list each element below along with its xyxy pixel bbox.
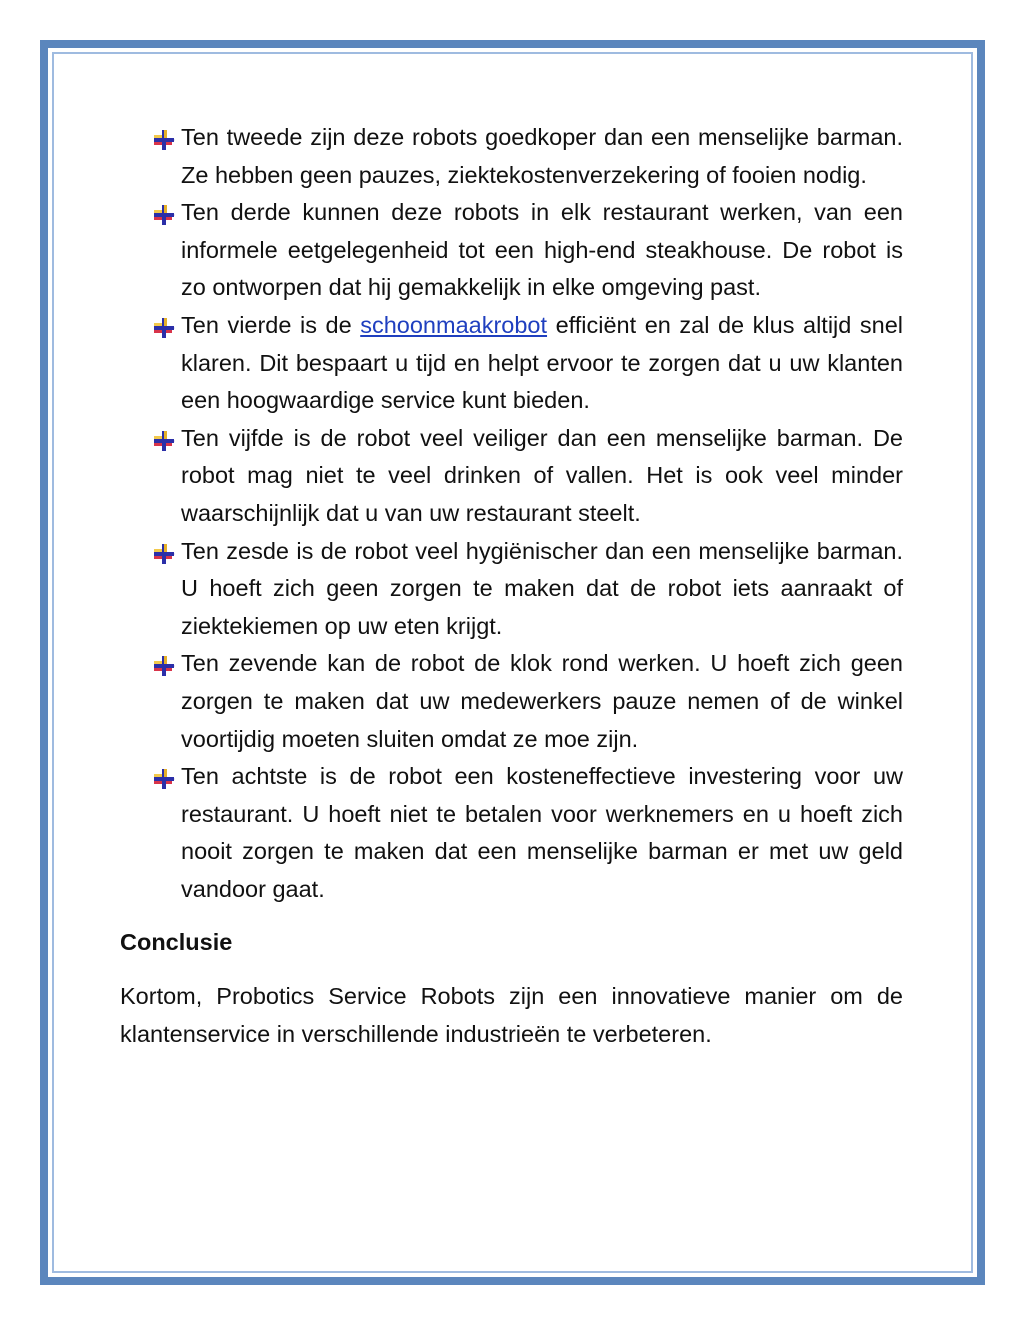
arrow-bullet-icon (153, 200, 177, 222)
list-item (120, 307, 903, 420)
list-item-text: Ten zesde is de robot veel hygiënischer dan een menselijke barman. U hoeft zich geen zorgen te maken dat de robot iets aanraakt of ziektekiemen op uw eten krijgt. (181, 537, 903, 639)
arrow-bullet-icon (153, 426, 177, 448)
list-item (120, 194, 903, 307)
conclusion-paragraph: Kortom, Probotics Service Robots zijn een innovatieve manier om de klantenservice in verschillende industrieën te verbeteren. (120, 983, 903, 1047)
arrow-bullet-icon (153, 125, 177, 147)
list-item (120, 119, 903, 194)
conclusion-heading: Conclusie (120, 929, 233, 956)
list-item-text-after-link: efficiënt en zal de klus altijd snel klaren. Dit bespaart u tijd en helpt ervoor te zorgen dat u uw klanten een hoogwaardige service kunt bieden. (181, 311, 903, 414)
list-item-text-before-link: Ten vierde is de (181, 311, 361, 338)
bullet-list (120, 119, 903, 908)
list-item (120, 420, 903, 533)
schoonmaakrobot-link[interactable]: schoonmaakrobot (360, 311, 548, 338)
arrow-bullet-icon (153, 313, 177, 335)
list-item-text: Ten vijfde is de robot veel veiliger dan een menselijke barman. De robot mag niet te veel drinken of vallen. Het is ook veel minder waarschijnlijk dat u van uw restaurant steelt. (181, 424, 903, 526)
list-item-text: Ten derde kunnen deze robots in elk restaurant werken, van een informele eetgelegenheid tot een high-end steakhouse. De robot is zo ontworpen dat hij gemakkelijk in elke omgeving past. (181, 199, 903, 301)
list-item-text: Ten zevende kan de robot de klok rond werken. U hoeft zich geen zorgen te maken dat uw medewerkers pauze nemen of de winkel voortijdig moeten sluiten omdat ze moe zijn. (181, 650, 903, 752)
list-item-text: Ten achtste is de robot een kosteneffectieve investering voor uw restaurant. U hoeft niet te betalen voor werknemers en u hoeft zich nooit zorgen te maken dat een menselijke barman er met uw geld vandoor gaat. (181, 763, 903, 902)
list-item (120, 645, 903, 758)
arrow-bullet-icon (153, 764, 177, 786)
arrow-bullet-icon (153, 651, 177, 673)
document-body (120, 119, 903, 1053)
list-item-text: Ten tweede zijn deze robots goedkoper dan een menselijke barman. Ze hebben geen pauzes, ziektekostenverzekering of fooien nodig. (181, 124, 903, 188)
list-item (120, 533, 903, 646)
list-item (120, 758, 903, 908)
arrow-bullet-icon (153, 539, 177, 561)
